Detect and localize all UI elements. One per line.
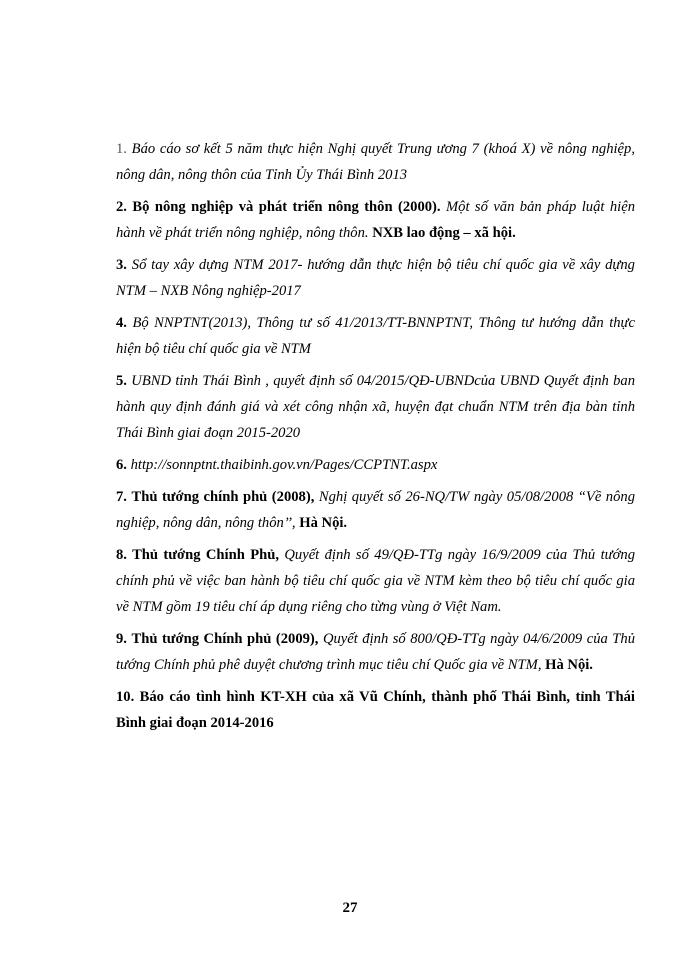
reference-title: Quyết định số 800/QĐ-TTg ngày 04/6/2009 của Thủ tướng Chính phủ phê duyệt chương trình mục tiêu chí Quốc gia về NTM,: [116, 631, 636, 673]
page-number: 27: [342, 900, 358, 916]
reference-text: Báo cáo tình hình KT-XH của xã Vũ Chính, thành phố Thái Bình, tỉnh Thái Bình giai đoạn 2014-2016: [116, 689, 635, 731]
reference-item: [116, 626, 635, 678]
reference-number: 8.: [116, 547, 127, 563]
reference-item: [116, 484, 635, 536]
reference-number: 10.: [116, 689, 135, 705]
reference-number: 4.: [116, 315, 127, 331]
reference-title: Một số văn bản pháp luật hiện hành về phát triển nông nghiệp, nông thôn.: [116, 199, 635, 241]
reference-text: Sổ tay xây dựng NTM 2017- hướng dẫn thực hiện bộ tiêu chí quốc gia về xây dựng NTM – NXB Nông nghiệp-2017: [116, 257, 635, 299]
reference-number: 2.: [116, 199, 127, 215]
reference-item: [116, 542, 635, 620]
reference-number: 6.: [116, 457, 127, 473]
reference-number: 9.: [116, 631, 127, 647]
reference-number: 5.: [116, 373, 127, 389]
reference-item: [116, 194, 635, 246]
reference-url: http://sonnptnt.thaibinh.gov.vn/Pages/CCPTNT.aspx: [130, 457, 438, 473]
reference-list: [116, 136, 635, 742]
reference-item: [116, 310, 635, 362]
reference-number: 7.: [116, 489, 127, 505]
reference-place: Hà Nội.: [545, 657, 593, 673]
reference-publisher: NXB lao động – xã hội.: [372, 225, 516, 241]
reference-text: UBND tỉnh Thái Bình , quyết định số 04/2015/QĐ-UBNDcủa UBND Quyết định ban hành quy định đánh giá và xét công nhận xã, huyện đạt chuẩn NTM trên địa bàn tỉnh Thái Bình giai đoạn 2015-2020: [116, 373, 636, 441]
reference-item: [116, 452, 635, 478]
reference-number: 3.: [116, 257, 127, 273]
reference-text: Bộ NNPTNT(2013), Thông tư số 41/2013/TT-BNNPTNT, Thông tư hướng dẫn thực hiện bộ tiêu chí quốc gia về NTM: [116, 315, 635, 357]
reference-text: Báo cáo sơ kết 5 năm thực hiện Nghị quyết Trung ương 7 (khoá X) về nông nghiệp, nông dân, nông thôn của Tỉnh Ủy Thái Bình 2013: [116, 141, 635, 183]
reference-item: [116, 684, 635, 736]
reference-place: Hà Nội.: [299, 515, 348, 531]
reference-author: Thủ tướng chính phủ (2008),: [131, 489, 319, 505]
reference-author: Bộ nông nghiệp và phát triển nông thôn (2000).: [132, 199, 446, 215]
reference-item: [116, 136, 635, 188]
reference-author: Thủ tướng Chính phủ (2009),: [131, 631, 323, 647]
reference-author: Thủ tướng Chính Phủ,: [126, 547, 285, 563]
reference-item: [116, 368, 635, 446]
reference-title: Nghị quyết số 26-NQ/TW ngày 05/08/2008 “Về nông nghiệp, nông dân, nông thôn’’,: [116, 489, 635, 531]
reference-title: Quyết định số 49/QĐ-TTg ngày 16/9/2009 của Thủ tướng chính phủ về việc ban hành bộ tiêu chí quốc gia về NTM kèm theo bộ tiêu chí quốc gia về NTM gồm 19 tiêu chí áp dụng riêng cho từng vùng ở Việt Nam.: [116, 547, 636, 615]
reference-item: [116, 252, 635, 304]
reference-number: 1.: [116, 141, 127, 157]
